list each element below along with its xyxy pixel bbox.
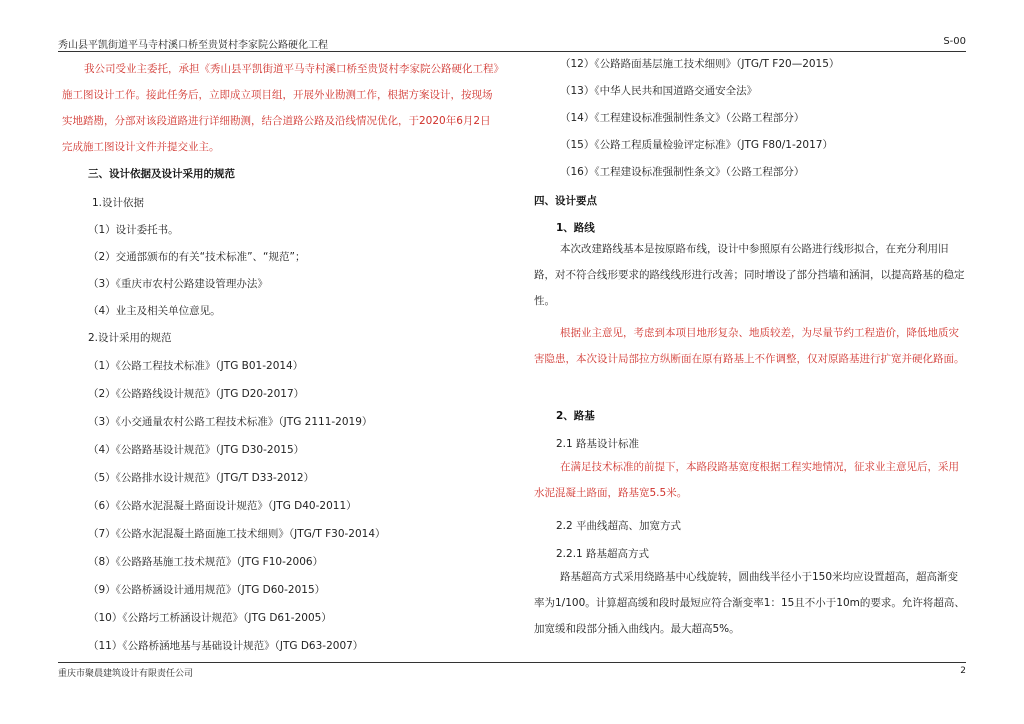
code-item: （6）《公路水泥混凝土路面设计规范》（JTG D40-2011） <box>88 500 357 512</box>
code-item: （14）《工程建设标准强制性条文》（公路工程部分） <box>560 112 805 124</box>
subgrade-standard-text: 在满足技术标准的前提下，本路段路基宽度根据工程实地情况，征求业主意见后，采用水泥混凝土路面，路基宽5.5米。 <box>534 461 959 499</box>
code-item: （4）《公路路基设计规范》（JTG D30-2015） <box>88 444 305 456</box>
route-note: 根据业主意见，考虑到本项目地形复杂、地质较差，为尽量节约工程造价，降低地质灾害隐患，本次设计局部拉方纵断面在原有路基上不作调整，仅对原路基进行扩宽并硬化路面。 <box>534 327 965 365</box>
code-item: （13）《中华人民共和国道路交通安全法》 <box>560 85 758 97</box>
superelevation-title: 2.2.1 路基超高方式 <box>556 548 650 560</box>
section-4-heading: 四、设计要点 <box>534 195 597 207</box>
company-name: 重庆市聚晨建筑设计有限责任公司 <box>58 669 194 679</box>
route-heading: 1、路线 <box>556 222 595 234</box>
code-item: （11）《公路桥涵地基与基础设计规范》（JTG D63-2007） <box>88 640 364 652</box>
basis-item: （1）设计委托书。 <box>88 224 179 236</box>
code-item: （12）《公路路面基层施工技术细则》（JTG/T F20—2015） <box>560 58 840 70</box>
code-item: （3）《小交通量农村公路工程技术标准》（JTG 2111-2019） <box>88 416 373 428</box>
code-item: （1）《公路工程技术标准》（JTG B01-2014） <box>88 360 304 372</box>
basis-title: 1.设计依据 <box>92 197 145 209</box>
curve-method-title: 2.2 平曲线超高、加宽方式 <box>556 520 682 532</box>
codes-title: 2.设计采用的规范 <box>88 332 172 344</box>
subgrade-standard-title: 2.1 路基设计标准 <box>556 438 640 450</box>
code-item: （9）《公路桥涵设计通用规范》（JTG D60-2015） <box>88 584 326 596</box>
header-rule <box>58 51 966 52</box>
intro-paragraph: 我公司受业主委托，承担《秀山县平凯街道平马寺村溪口桥至贵贤村李家院公路硬化工程》施工图设计工作。接此任务后，立即成立项目组，开展外业勘测工作，根据方案设计，按现场实地踏勘，分部对该段道路进行详细勘测，结合道路公路及沿线情况优化，于2020年6月2日完成施工图设计文件并提交业主。 <box>62 63 499 153</box>
code-item: （8）《公路路基施工技术规范》（JTG F10-2006） <box>88 556 324 568</box>
code-item: （16）《工程建设标准强制性条文》（公路工程部分） <box>560 166 805 178</box>
code-item: （15）《公路工程质量检验评定标准》（JTG F80/1-2017） <box>560 139 833 151</box>
page-footer <box>58 666 966 680</box>
section-3-heading: 三、设计依据及设计采用的规范 <box>88 168 235 180</box>
page-number: 2 <box>960 666 966 676</box>
code-item: （10）《公路圬工桥涵设计规范》（JTG D61-2005） <box>88 612 332 624</box>
basis-item: （4）业主及相关单位意见。 <box>88 305 221 317</box>
route-paragraph: 本次改建路线基本是按原路布线，设计中参照原有公路进行线形拟合，在充分利用旧路，对不符合线形要求的路线线形进行改善；同时增设了部分挡墙和涵洞，以提高路基的稳定性。 <box>534 243 965 307</box>
footer-rule <box>58 662 966 663</box>
subgrade-heading: 2、路基 <box>556 410 595 422</box>
basis-item: （2）交通部颁布的有关“技术标准”、“规范”； <box>88 251 306 263</box>
superelevation-text: 路基超高方式采用绕路基中心线旋转，圆曲线半径小于150米均应设置超高，超高渐变率为1/100。计算超高缓和段时最短应符合渐变率1：15且不小于10m的要求。允许将超高、加宽缓和段部分插入曲线内。最大超高5%。 <box>534 571 965 635</box>
code-item: （2）《公路路线设计规范》（JTG D20-2017） <box>88 388 305 400</box>
project-title: 秀山县平凯街道平马寺村溪口桥至贵贤村李家院公路硬化工程 <box>58 40 328 51</box>
code-item: （7）《公路水泥混凝土路面施工技术细则》（JTG/T F30-2014） <box>88 528 386 540</box>
drawing-code: S-00 <box>943 36 966 47</box>
basis-item: （3）《重庆市农村公路建设管理办法》 <box>88 278 268 290</box>
code-item: （5）《公路排水设计规范》（JTG/T D33-2012） <box>88 472 315 484</box>
page-header <box>58 36 966 50</box>
